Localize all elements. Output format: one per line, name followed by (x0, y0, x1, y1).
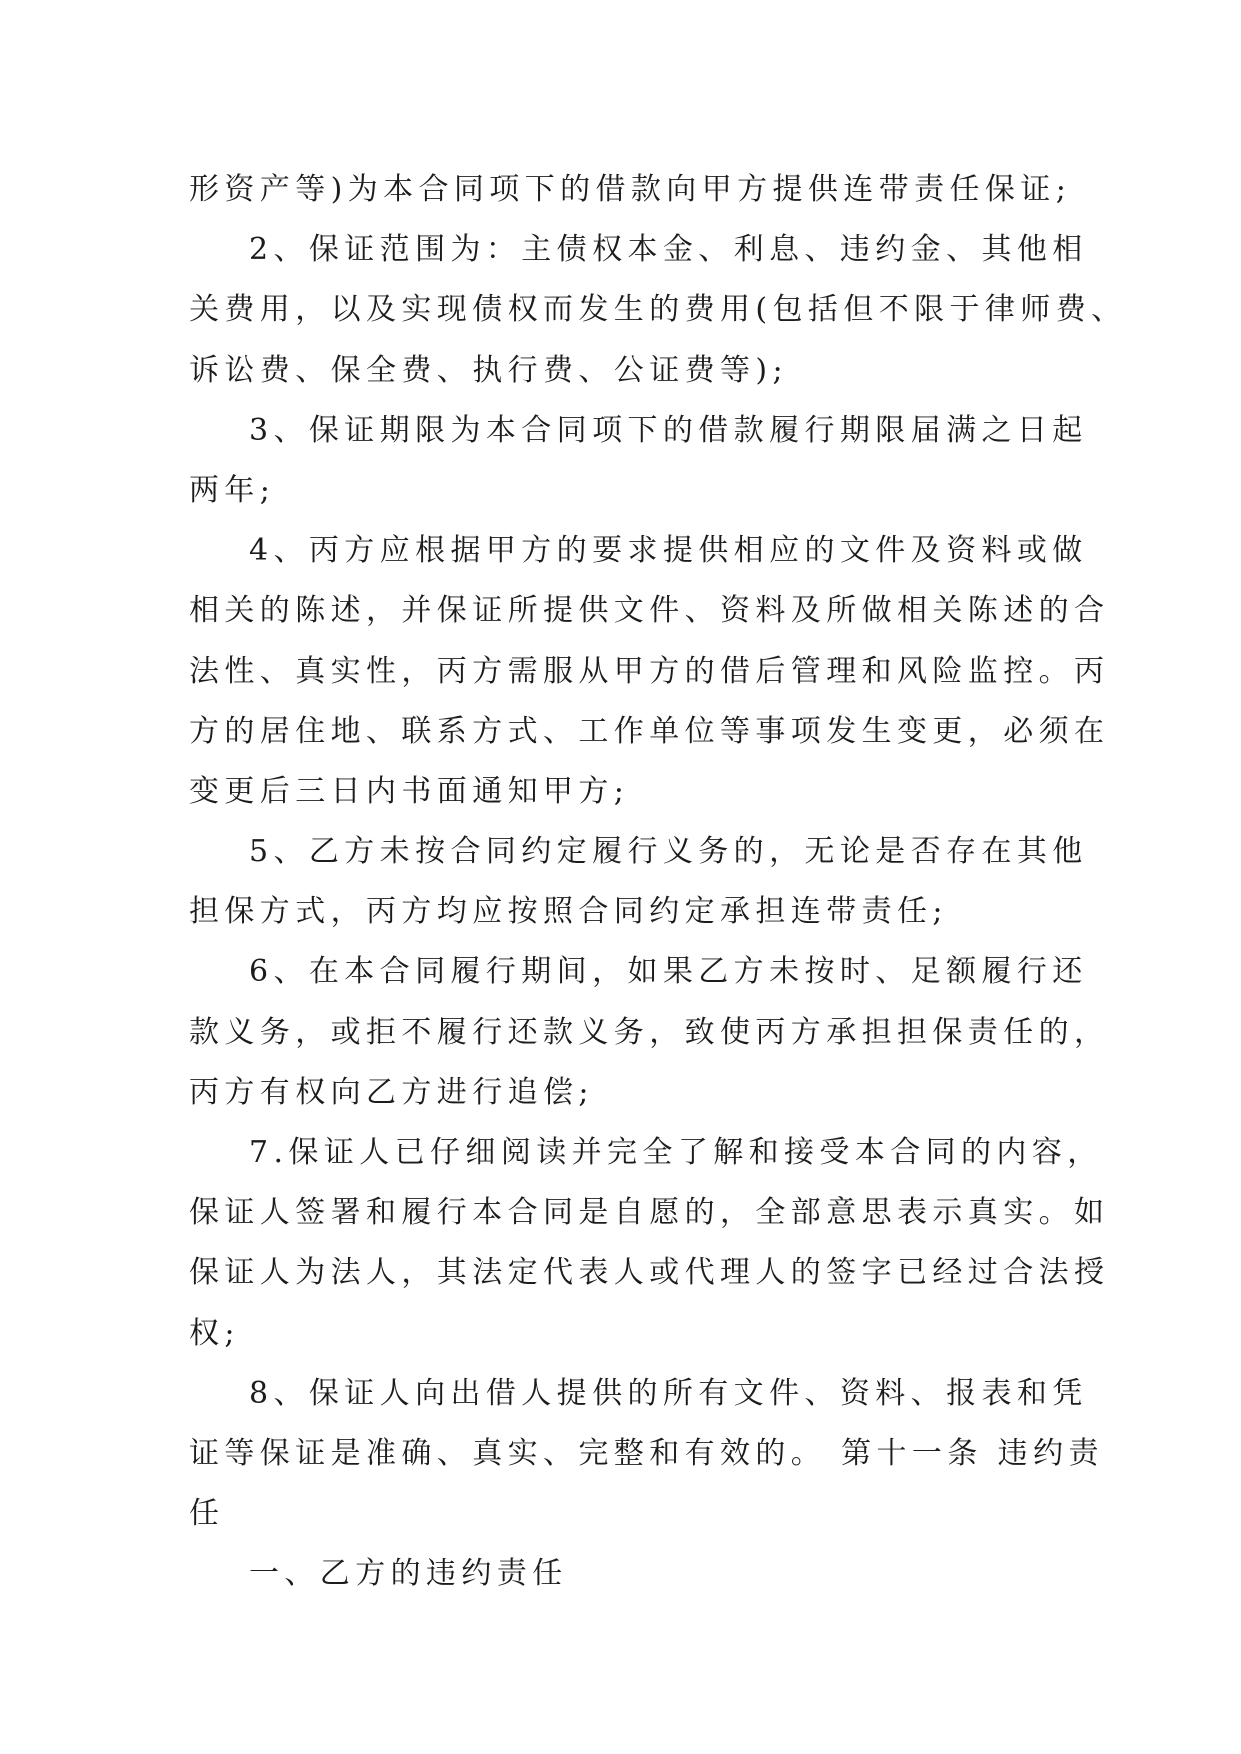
text-line: 丙方有权向乙方进行追偿; (189, 1074, 594, 1110)
text-line: 证等保证是准确、真实、完整和有效的。 第十一条 违约责 (189, 1435, 1104, 1471)
text-line: 3、保证期限为本合同项下的借款履行期限届满之日起 (249, 412, 1088, 448)
paragraph-recourse (189, 942, 1110, 1123)
text-line: 法性、真实性，丙方需服从甲方的借后管理和风险监控。丙 (189, 653, 1110, 689)
paragraph-guarantee-period (189, 401, 1088, 521)
text-line: 4、丙方应根据甲方的要求提供相应的文件及资料或做 (249, 533, 1088, 569)
text-line: 5、乙方未按合同约定履行义务的，无论是否存在其他 (249, 834, 1088, 870)
text-line: 相关的陈述，并保证所提供文件、资料及所做相关陈述的合 (189, 593, 1110, 629)
text-line: 2、保证范围为：主债权本金、利息、违约金、其他相 (249, 232, 1088, 268)
section-heading-party-b-liability (189, 1544, 1069, 1604)
text-line: 8、保证人向出借人提供的所有文件、资料、报表和凭 (249, 1375, 1088, 1411)
paragraph-document-accuracy (189, 1364, 1104, 1545)
text-line: 任 (189, 1496, 225, 1532)
paragraph-joint-liability (189, 822, 1088, 942)
text-line: 变更后三日内书面通知甲方; (189, 773, 630, 809)
text-line: 担保方式，丙方均应按照合同约定承担连带责任; (189, 894, 948, 930)
paragraph-guarantee-assets (189, 160, 1072, 220)
document-body (189, 160, 1127, 1605)
text-line: 6、在本合同履行期间，如果乙方未按时、足额履行还 (249, 954, 1088, 990)
text-line: 款义务，或拒不履行还款义务，致使丙方承担担保责任的， (189, 1014, 1110, 1050)
text-line: 关费用，以及实现债权而发生的费用(包括但不限于律师费、 (189, 292, 1127, 328)
paragraph-party-c-obligations (189, 521, 1110, 822)
paragraph-guarantor-consent (189, 1123, 1110, 1364)
text-line: 7.保证人已仔细阅读并完全了解和接受本合同的内容， (249, 1135, 1103, 1170)
text-line: 一、乙方的违约责任 (249, 1556, 568, 1592)
text-line: 诉讼费、保全费、执行费、公证费等); (189, 352, 789, 388)
text-line: 两年; (189, 472, 276, 508)
text-line: 保证人签署和履行本合同是自愿的，全部意思表示真实。如 (189, 1195, 1110, 1231)
paragraph-guarantee-scope (189, 220, 1127, 401)
text-line: 权; (189, 1315, 240, 1351)
text-line: 形资产等)为本合同项下的借款向甲方提供连带责任保证; (189, 172, 1072, 207)
text-line: 保证人为法人，其法定代表人或代理人的签字已经过合法授 (189, 1255, 1110, 1291)
text-line: 方的居住地、联系方式、工作单位等事项发生变更，必须在 (189, 713, 1110, 749)
